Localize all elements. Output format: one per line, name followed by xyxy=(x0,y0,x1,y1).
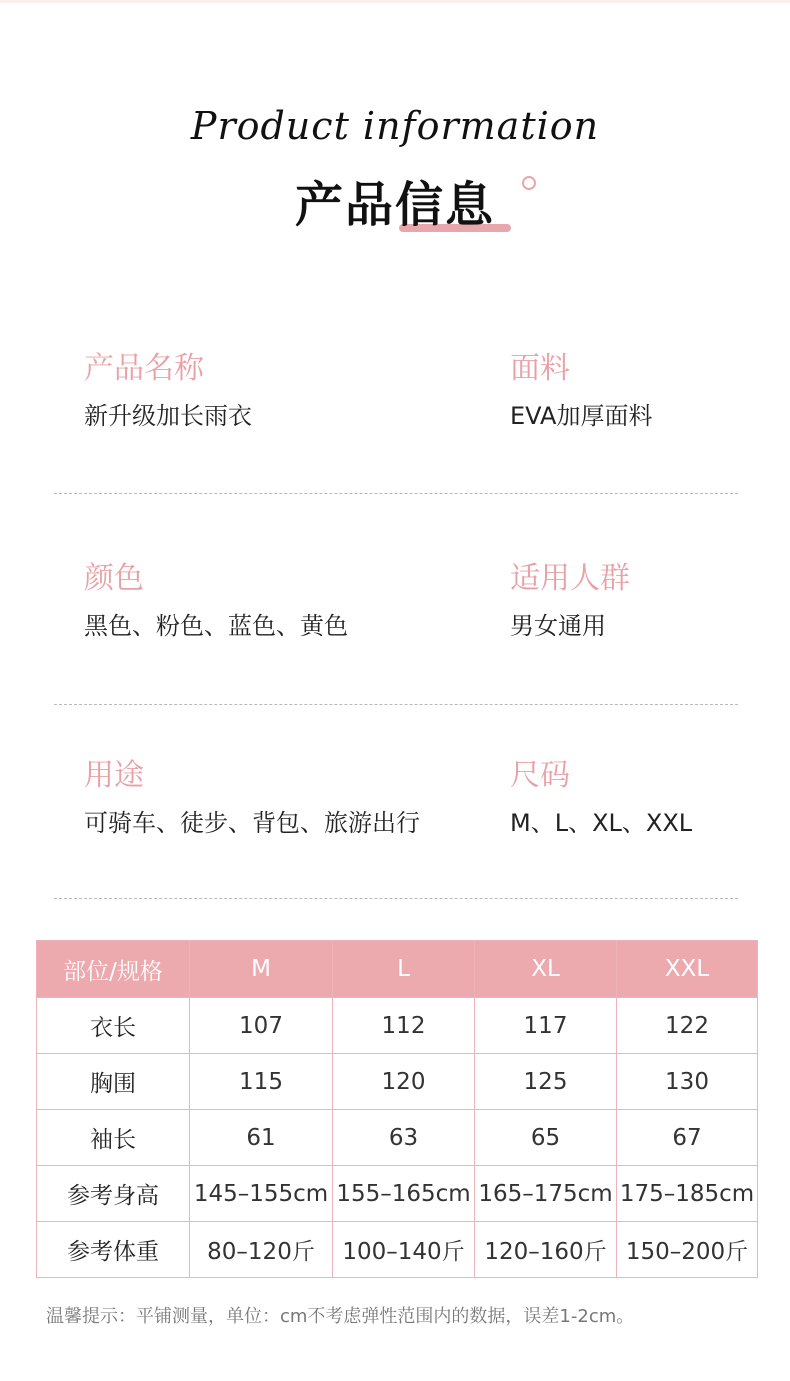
table-row-label: 参考身高 xyxy=(37,1166,190,1222)
info-usage xyxy=(84,756,420,838)
table-header-cell: XXL xyxy=(617,941,758,998)
main-title xyxy=(295,176,495,234)
measurement-note: 温馨提示：平铺测量，单位：cm不考虑弹性范围内的数据，误差1-2cm。 xyxy=(46,1306,635,1327)
title-circle-icon xyxy=(522,176,536,190)
info-color xyxy=(84,559,348,641)
table-header-cell: L xyxy=(333,941,475,998)
table-cell: 80–120斤 xyxy=(190,1222,333,1278)
table-row-label: 袖长 xyxy=(37,1110,190,1166)
info-value: 可骑车、徒步、背包、旅游出行 xyxy=(84,809,420,837)
table-cell: 125 xyxy=(475,1054,617,1110)
info-product-name xyxy=(84,349,252,431)
table-cell: 120–160斤 xyxy=(475,1222,617,1278)
info-label: 用途 xyxy=(84,758,144,793)
info-label: 尺码 xyxy=(510,758,570,793)
info-label: 产品名称 xyxy=(84,351,204,386)
divider xyxy=(54,704,738,705)
table-row-label: 衣长 xyxy=(37,998,190,1054)
table-row xyxy=(37,998,758,1054)
table-header-cell: M xyxy=(190,941,333,998)
table-cell: 67 xyxy=(617,1110,758,1166)
info-size xyxy=(510,756,692,838)
top-strip xyxy=(0,0,790,3)
table-cell: 122 xyxy=(617,998,758,1054)
table-cell: 112 xyxy=(333,998,475,1054)
table-row-label: 参考体重 xyxy=(37,1222,190,1278)
divider xyxy=(54,493,738,494)
table-row xyxy=(37,1222,758,1278)
table-row xyxy=(37,1054,758,1110)
size-table xyxy=(36,940,758,1278)
table-cell: 130 xyxy=(617,1054,758,1110)
table-cell: 150–200斤 xyxy=(617,1222,758,1278)
table-cell: 63 xyxy=(333,1110,475,1166)
table-row xyxy=(37,1110,758,1166)
table-cell: 61 xyxy=(190,1110,333,1166)
info-value: 新升级加长雨衣 xyxy=(84,402,252,430)
table-header-cell: 部位/规格 xyxy=(37,941,190,998)
info-value: 黑色、粉色、蓝色、黄色 xyxy=(84,612,348,640)
table-cell: 100–140斤 xyxy=(333,1222,475,1278)
table-row-label: 胸围 xyxy=(37,1054,190,1110)
table-cell: 145–155cm xyxy=(190,1166,333,1222)
info-value: EVA加厚面料 xyxy=(510,402,653,430)
table-cell: 107 xyxy=(190,998,333,1054)
info-label: 颜色 xyxy=(84,561,144,596)
table-cell: 65 xyxy=(475,1110,617,1166)
table-cell: 175–185cm xyxy=(617,1166,758,1222)
info-value: 男女通用 xyxy=(510,612,606,640)
main-title-text: 产品信息 xyxy=(294,177,495,233)
table-cell: 155–165cm xyxy=(333,1166,475,1222)
table-header-cell: XL xyxy=(475,941,617,998)
info-material xyxy=(510,349,652,431)
main-title-wrap xyxy=(0,176,790,234)
divider xyxy=(54,898,738,899)
table-cell: 120 xyxy=(333,1054,475,1110)
table-row xyxy=(37,1166,758,1222)
info-audience xyxy=(510,559,630,641)
table-cell: 115 xyxy=(190,1054,333,1110)
info-label: 面料 xyxy=(510,351,570,386)
info-label: 适用人群 xyxy=(510,561,630,596)
script-title: Product information xyxy=(190,104,600,148)
table-cell: 165–175cm xyxy=(475,1166,617,1222)
info-value: M、L、XL、XXL xyxy=(510,809,693,837)
table-cell: 117 xyxy=(475,998,617,1054)
table-header-row xyxy=(37,941,758,998)
